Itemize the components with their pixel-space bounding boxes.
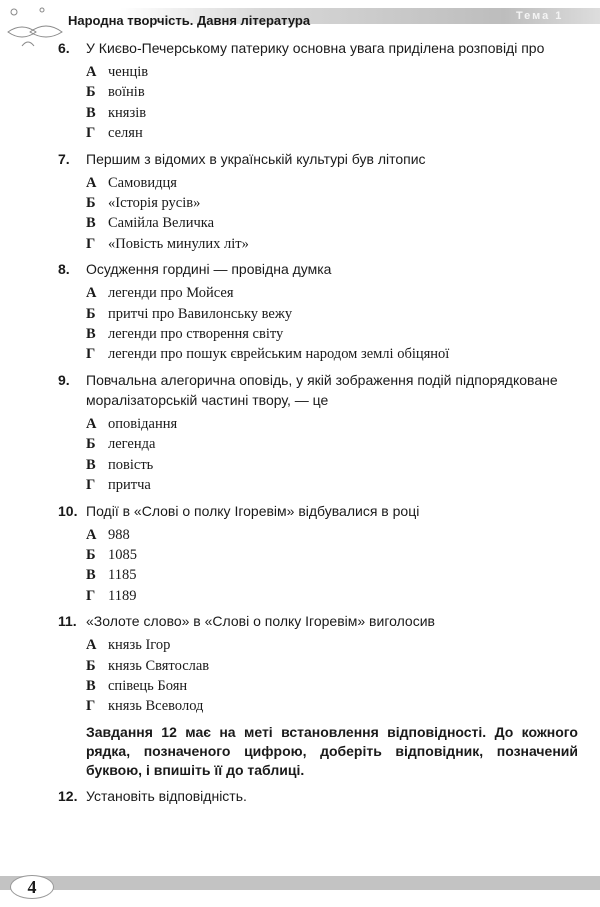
question — [0, 38, 600, 144]
option-letter: Б — [86, 305, 96, 322]
answer-option — [0, 193, 600, 213]
option-text: князь Всеволод — [108, 698, 204, 715]
option-text: воїнів — [108, 84, 145, 101]
option-letter: Г — [86, 125, 96, 142]
question-number: 6. — [58, 40, 70, 56]
question — [0, 786, 600, 806]
answer-option — [0, 545, 600, 565]
answer-option — [0, 525, 600, 545]
question — [0, 501, 600, 607]
option-text: легенди про пошук єврейським народом землі обіцяної — [108, 346, 450, 363]
task-instruction: Завдання 12 має на меті встановлення відповідності. До кожного рядка, позначеного цифрою, доберіть відповідник, позначений буквою, і впишіть її до таблиці. — [86, 723, 578, 778]
answer-option — [0, 635, 600, 655]
question-text: Установіть відповідність. — [86, 787, 247, 804]
option-letter: А — [86, 64, 97, 80]
option-letter: Г — [86, 346, 96, 363]
option-text: легенди про Мойсея — [108, 285, 234, 302]
question-number: 9. — [58, 371, 70, 388]
answer-option — [0, 324, 600, 344]
answer-option — [0, 304, 600, 324]
answer-option — [0, 656, 600, 676]
answer-option — [0, 434, 600, 454]
option-letter: В — [86, 567, 96, 584]
answer-option — [0, 123, 600, 143]
option-text: ченців — [108, 64, 149, 80]
answer-option — [0, 173, 600, 193]
option-letter: В — [86, 104, 96, 121]
option-text: Самійла Величка — [108, 215, 215, 232]
question — [0, 259, 600, 365]
question — [0, 370, 600, 496]
option-letter: Б — [86, 436, 96, 453]
questions-list — [0, 38, 600, 811]
option-text: «Історія русів» — [108, 195, 201, 212]
option-letter: В — [86, 456, 96, 473]
answer-option — [0, 676, 600, 696]
question-text: У Києво-Печерському патерику основна увага приділена розповіді про — [86, 40, 545, 56]
answer-option — [0, 103, 600, 123]
option-letter: А — [86, 285, 97, 302]
option-letter: В — [86, 215, 96, 232]
option-text: князь Святослав — [108, 657, 210, 674]
option-letter: Г — [86, 698, 96, 715]
page-number: 4 — [10, 875, 54, 899]
option-text: князів — [108, 104, 147, 121]
answer-option — [0, 586, 600, 606]
answer-option — [0, 565, 600, 585]
option-text: притча — [108, 477, 151, 494]
question-text: Повчальна алегорична оповідь, у якій зображення подій підпорядковане моралізаторській частині твору, — це — [86, 371, 558, 408]
question-text: «Золоте слово» в «Слові о полку Ігоревім» виголосив — [86, 613, 435, 630]
question-number: 8. — [58, 261, 70, 278]
answer-option — [0, 82, 600, 102]
answer-option — [0, 213, 600, 233]
question-number: 11. — [58, 613, 77, 630]
option-letter: В — [86, 326, 96, 343]
option-letter: Г — [86, 235, 96, 252]
option-letter: А — [86, 415, 97, 432]
option-letter: Б — [86, 84, 96, 101]
option-letter: Г — [86, 587, 96, 604]
option-text: князь Ігор — [108, 637, 171, 654]
option-text: легенда — [108, 436, 156, 453]
question-number: 10. — [58, 502, 78, 519]
answer-option — [0, 234, 600, 254]
answer-option — [0, 475, 600, 495]
question — [0, 149, 600, 255]
option-text: легенди про створення світу — [108, 326, 284, 343]
option-text: притчі про Вавилонську вежу — [108, 305, 293, 322]
option-text: 988 — [108, 526, 130, 543]
option-letter: В — [86, 677, 96, 694]
option-text: повість — [108, 456, 154, 473]
answer-option — [0, 62, 600, 82]
option-letter: Г — [86, 477, 96, 494]
question-text: Першим з відомих в українській культурі був літопис — [86, 150, 426, 167]
question — [0, 611, 600, 717]
header-title: Народна творчість. Давня література — [68, 13, 311, 28]
option-letter: А — [86, 174, 97, 191]
option-text: селян — [108, 125, 143, 142]
answer-option — [0, 455, 600, 475]
option-letter: А — [86, 526, 97, 543]
question-number: 7. — [58, 150, 70, 167]
option-text: 1085 — [108, 546, 137, 563]
question-text: Події в «Слові о полку Ігоревім» відбувалися в році — [86, 502, 420, 519]
option-text: Самовидця — [108, 174, 177, 191]
question-text: Осудження гордині — провідна думка — [86, 261, 332, 278]
question-number: 12. — [58, 787, 78, 804]
option-text: співець Боян — [108, 677, 188, 694]
option-text: оповідання — [108, 415, 178, 432]
footer-band — [0, 876, 600, 890]
option-letter: А — [86, 637, 97, 654]
answer-option — [0, 414, 600, 434]
option-letter: Б — [86, 546, 96, 563]
option-text: 1189 — [108, 587, 137, 604]
option-letter: Б — [86, 657, 96, 674]
option-text: «Повість минулих літ» — [108, 235, 249, 252]
option-letter: Б — [86, 195, 96, 212]
answer-option — [0, 283, 600, 303]
header-tema: Тема 1 — [516, 10, 564, 22]
answer-option — [0, 696, 600, 716]
option-text: 1185 — [108, 567, 137, 584]
answer-option — [0, 344, 600, 364]
